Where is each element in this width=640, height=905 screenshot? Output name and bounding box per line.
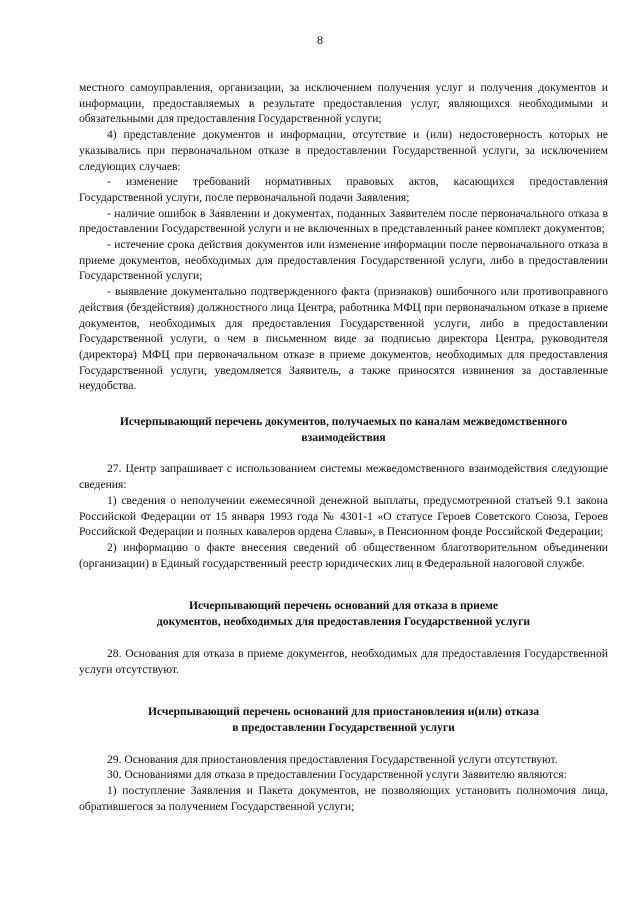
- page-number: 8: [317, 33, 323, 47]
- spacer: [79, 677, 608, 704]
- document-body: [79, 80, 608, 814]
- paragraph-29: 29. Основания для приостановления предоставления Государственной услуги отсутствуют.: [107, 752, 558, 766]
- section-heading-suspension-refusal: [79, 704, 608, 735]
- paragraph-30-item-1: 1) поступление Заявления и Пакета документов, не позволяющих установить полномочия лица, обратившегося за получением Государственной услуги;: [79, 784, 608, 813]
- section-heading-line: документов, необходимых для предоставления Государственной услуги: [156, 615, 531, 629]
- section-heading-refusal-reception: [79, 598, 608, 629]
- intro-bullet-4: - выявление документально подтвержденного факта (признаков) ошибочного или противоправного действия (бездействия) должностного лица Центра, работника МФЦ при первоначальном отказе в приеме документов, необходимых для предоставления Государственной услуги, либо в предоставлении Государственной услуги, о чем в письменном виде за подписью директора Центра, руководителя (директора) МФЦ при первоначальном отказе в приеме документов, необходимых для предоставления Государственной услуги, уведомляется Заявитель, а также приносятся извинения за доставленные неудобства.: [79, 285, 608, 393]
- intro-bullet-2: - наличие ошибок в Заявлении и документах, поданных Заявителем после первоначального отказа в предоставлении Государственной услуги и не включенных в представленный ранее комплект документов;: [79, 206, 608, 236]
- intro-bullet-1: - изменение требований нормативных правовых актов, касающихся предоставления Государственной услуги, после первоначальной подачи Заявления;: [79, 175, 608, 204]
- spacer: [79, 571, 608, 598]
- spacer: [79, 445, 608, 461]
- paragraph-27: 27. Центр запрашивает с использованием системы межведомственного взаимодействия следующие сведения:: [79, 462, 608, 492]
- section-heading-line: взаимодействия: [301, 430, 386, 444]
- section-heading-line: Исчерпывающий перечень оснований для отказа в приеме: [188, 599, 499, 613]
- intro-paragraph-item-4: 4) представление документов и информации, отсутствие и (или) недостоверность которых не указывались при первоначальном отказе в предоставлении Государственной услуги, за исключением следующих случаев:: [79, 128, 608, 173]
- section-heading-line: Исчерпывающий перечень документов, получаемых по каналам межведомственного: [119, 415, 568, 429]
- spacer: [79, 394, 608, 414]
- section-heading-interagency: [79, 414, 608, 445]
- intro-bullet-3: - истечение срока действия документов или изменение информации после первоначального отказа в приеме документов, необходимых для предоставления Государственной услуги, либо в предоставлении Государственной услуги;: [79, 238, 608, 283]
- paragraph-30: 30. Основаниями для отказа в предоставлении Государственной услуги Заявителю являются:: [107, 768, 567, 782]
- section-heading-line: в предоставлении Государственной услуги: [232, 720, 455, 734]
- spacer: [79, 736, 608, 752]
- spacer: [79, 630, 608, 646]
- paragraph-28: 28. Основания для отказа в приеме документов, необходимых для предоставления Государственной услуги отсутствуют.: [79, 646, 608, 676]
- section-heading-line: Исчерпывающий перечень оснований для приостановления и(или) отказа: [147, 705, 540, 719]
- intro-paragraph-continuation: местного самоуправления, организации, за исключением получения услуг и получения документов и информации, предоставляемых в результате предоставления услуг, являющихся необходимыми и обязательными для предоставления Государственной услуги;: [79, 81, 608, 126]
- paragraph-27-item-2: 2) информацию о факте внесения сведений об общественном благотворительном объединении (организации) в Единый государственный реестр юридических лиц в Федеральной налоговой службе.: [79, 540, 608, 570]
- paragraph-27-item-1: 1) сведения о неполучении ежемесячной денежной выплаты, предусмотренной статьей 9.1 закона Российской Федерации от 15 января 1993 года № 4301-1 «О статусе Героев Советского Союза, Героев Российской Федерации и полных кавалеров ордена Славы», в Пенсионном фонде Российской Федерации;: [79, 493, 608, 539]
